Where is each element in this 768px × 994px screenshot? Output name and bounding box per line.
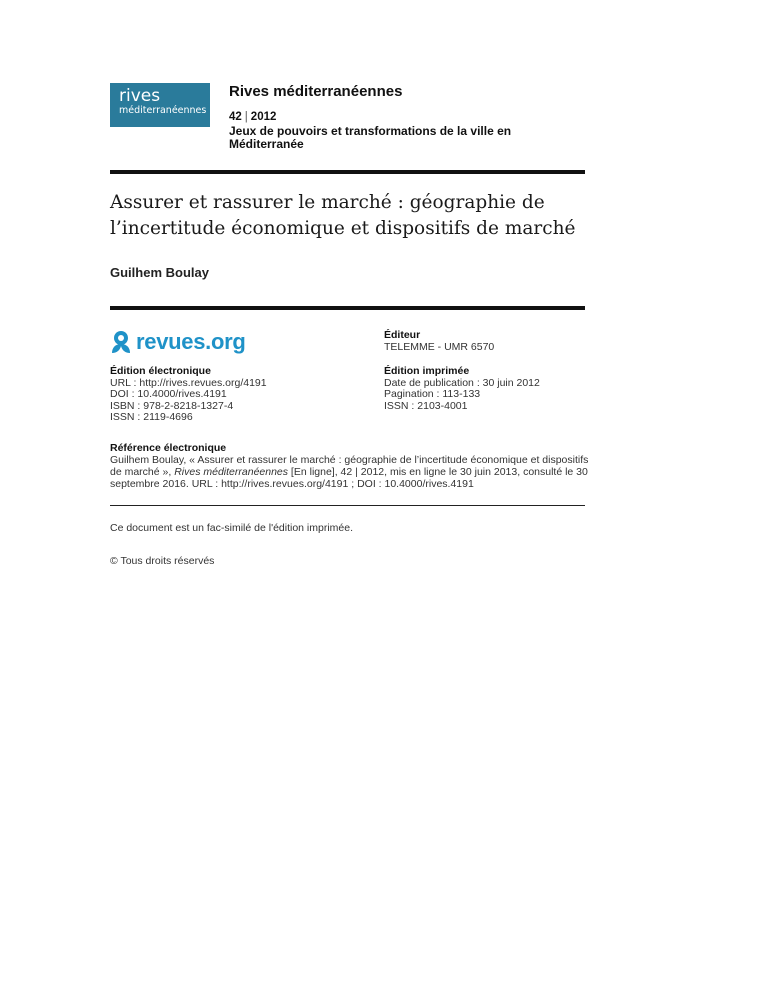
revues-logo-text: revues.org (136, 329, 246, 354)
electronic-edition-issn: ISSN : 2119-4696 (110, 411, 193, 423)
facsimile-note: Ce document est un fac-similé de l'édition imprimée. (110, 522, 354, 534)
reference-text-after: [En ligne], 42 | 2012, mis en ligne le 30 juin 2013, consulté le 30 septembre 2016. URL : http://rives.revues.org/4191 ; DOI : 10.4000/rives.4191 (110, 466, 588, 490)
electronic-edition-doi: DOI : 10.4000/rives.4191 (110, 388, 227, 400)
electronic-reference (110, 442, 590, 490)
article-title: Assurer et rassurer le marché : géographie de l’incertitude économique et dispositifs de marché (110, 192, 576, 239)
issue-title: Jeux de pouvoirs et transformations de la ville en Méditerranée (229, 124, 512, 151)
journal-name: Rives méditerranéennes (229, 83, 403, 100)
reference-text (110, 454, 590, 490)
publisher-heading: Éditeur (384, 329, 421, 341)
rights-note: © Tous droits réservés (110, 555, 215, 567)
article-author: Guilhem Boulay (110, 265, 209, 280)
divider-top (110, 170, 585, 174)
electronic-edition-block (110, 366, 267, 424)
issue-number: 42 (229, 111, 242, 123)
reference-text-before: Guilhem Boulay, « Assurer et rassurer le marché : géographie de l’incertitude économique et dispositifs de marché », (110, 454, 589, 478)
revues-flower-icon (110, 330, 132, 354)
journal-logo-line2: méditerranéennes (119, 105, 207, 116)
divider-bottom (110, 505, 585, 506)
reference-journal: Rives méditerranéennes (174, 466, 289, 478)
print-edition-pagination: Pagination : 113-133 (384, 388, 481, 400)
print-edition-heading: Édition imprimée (384, 365, 470, 377)
electronic-edition-isbn: ISBN : 978-2-8218-1327-4 (110, 399, 234, 412)
issue-line (229, 111, 276, 123)
issue-year: 2012 (250, 111, 277, 123)
print-edition-date: Date de publication : 30 juin 2012 (384, 376, 540, 389)
electronic-edition-url: URL : http://rives.revues.org/4191 (110, 376, 267, 389)
revues-logo (110, 330, 246, 354)
journal-logo (110, 83, 210, 127)
publisher-name: TELEMME - UMR 6570 (384, 340, 495, 353)
journal-logo-line1: rives (119, 86, 161, 106)
divider-middle (110, 306, 585, 310)
electronic-edition-heading: Édition électronique (110, 365, 211, 377)
print-edition-issn: ISSN : 2103-4001 (384, 399, 468, 412)
publisher-block (384, 330, 494, 353)
print-edition-block (384, 366, 540, 412)
issue-separator: | (244, 111, 248, 123)
reference-heading: Référence électronique (110, 442, 227, 454)
